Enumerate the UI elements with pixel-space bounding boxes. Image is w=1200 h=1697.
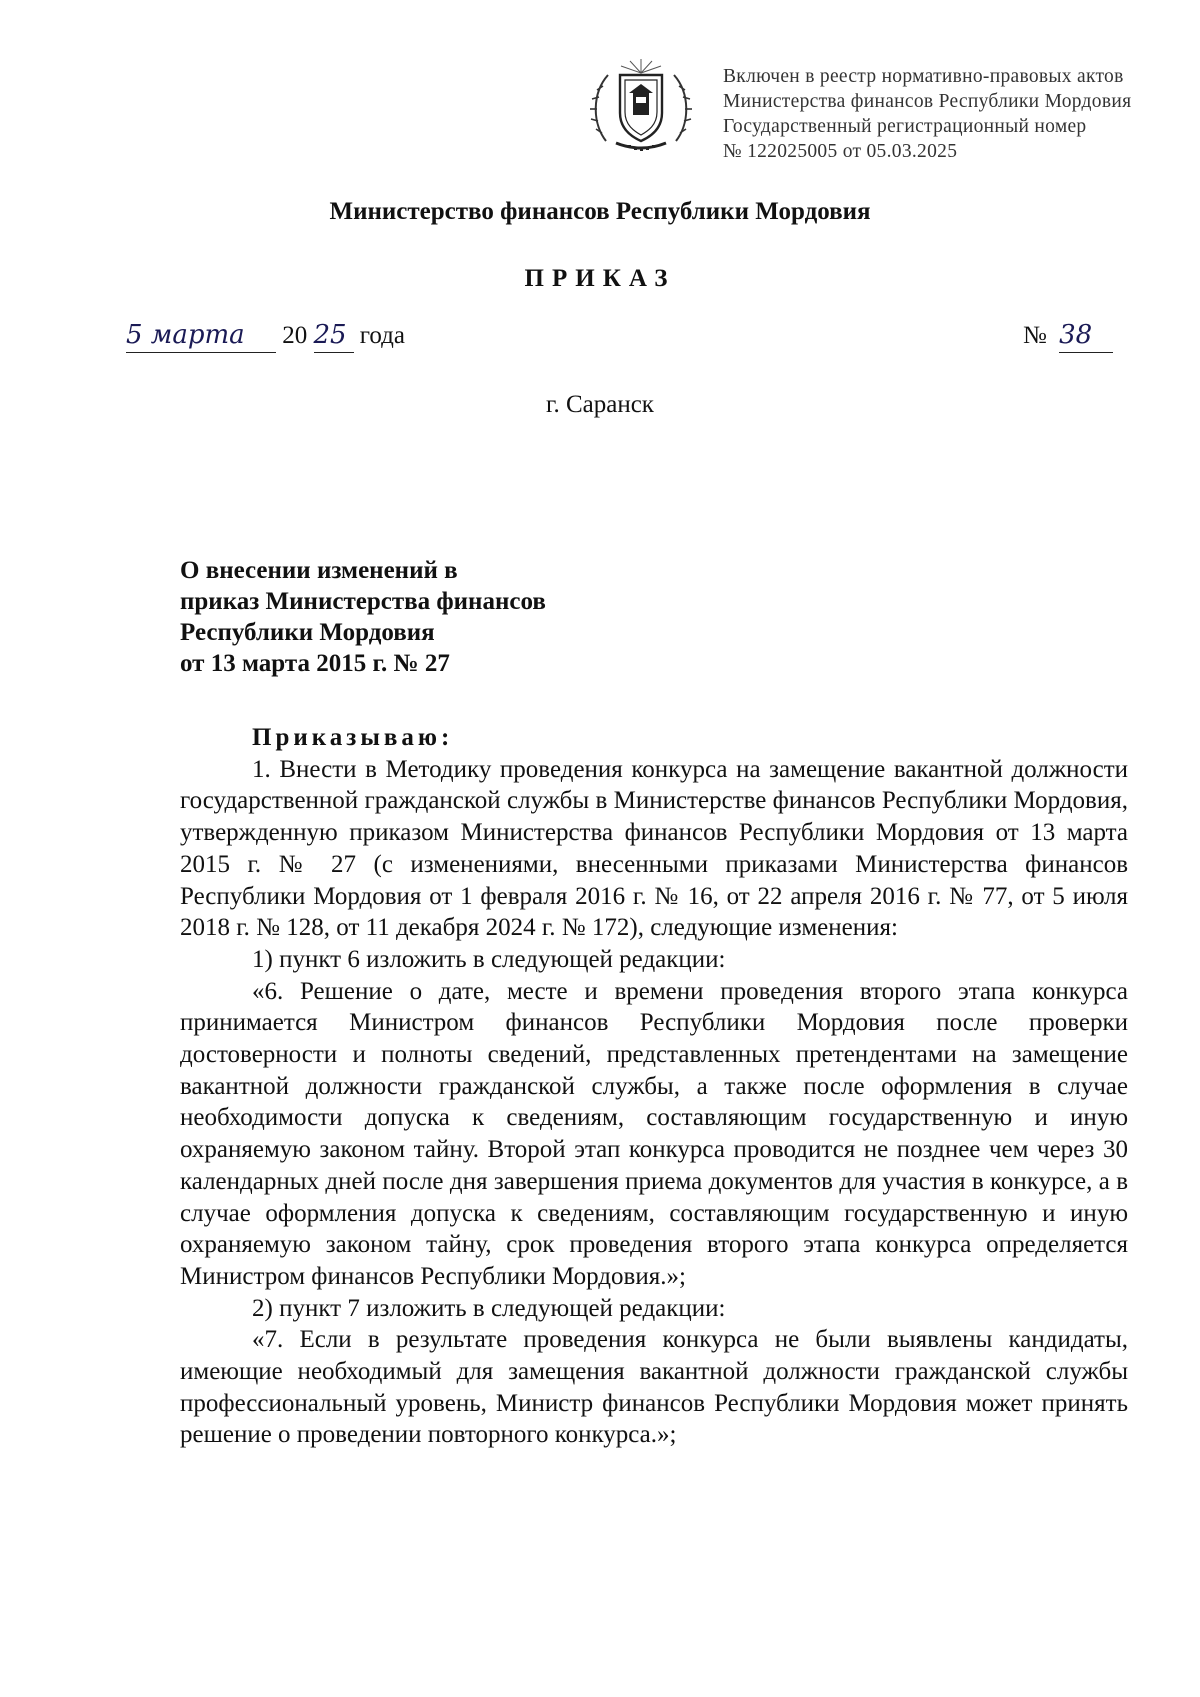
registry-line: Включен в реестр нормативно-правовых актов (723, 66, 1124, 87)
ministry-title: Министерство финансов Республики Мордовия (329, 198, 871, 225)
handwritten-day-month: 5 марта (126, 318, 276, 353)
subject-line: от 13 марта 2015 г. № 27 (180, 650, 450, 677)
body-paragraph: «7. Если в результате проведения конкурса не были выявлены кандидаты, имеющие необходимый для замещения вакантной должности гражданской службы профессиональный уровень, Министр финансов Республики Мордовия может принять решение о проведении повторного конкурса.»; (180, 1326, 1128, 1449)
subject-line: Республики Мордовия (180, 619, 435, 646)
registry-line: Государственный регистрационный номер (723, 116, 1087, 137)
coat-of-arms-emblem (588, 53, 694, 159)
order-number (1023, 318, 1113, 353)
subject-line: приказ Министерства финансов (180, 588, 546, 615)
city-line: г. Саранск (546, 391, 654, 418)
order-subject (180, 555, 780, 679)
date-century: 20 (282, 322, 308, 349)
body-paragraph: «6. Решение о дате, месте и времени проведения второго этапа конкурса принимается Министром финансов Республики Мордовия после проверки достоверности и полноты сведений, представленных претендентами на замещение вакантной должности гражданской службы, а также после оформления в случае необходимости допуска к сведениям, составляющим государственную и иную охраняемую законом тайну. Второй этап конкурса проводится не позднее чем через 30 календарных дней после дня завершения приема документов для участия в конкурсе, а в случае оформления допуска к сведениям, составляющим государственную и иную охраняемую законом тайну, срок проведения второго этапа конкурса определяется Министром финансов Республики Мордовия.»; (180, 977, 1128, 1290)
order-date (126, 318, 405, 353)
registry-note (723, 64, 1183, 164)
body-paragraph: 2) пункт 7 изложить в следующей редакции: (252, 1294, 726, 1322)
body-paragraph: 1. Внести в Методику проведения конкурса на замещение вакантной должности государственной гражданской службы в Министерстве финансов Республики Мордовия, утвержденную приказом Министерства финансов Республики Мордовия от 13 марта 2015 г. № 27 (с изменениями, внесенными приказами Министерства финансов Республики Мордовия от 1 февраля 2016 г. № 16, от 22 апреля 2016 г. № 77, от 5 июля 2018 г. № 128, от 11 декабря 2024 г. № 172), следующие изменения: (180, 755, 1128, 942)
body-paragraph: 1) пункт 6 изложить в следующей редакции: (252, 945, 726, 973)
handwritten-year: 25 (314, 318, 354, 353)
number-sign: № (1023, 322, 1047, 349)
registry-line: Министерства финансов Республики Мордовия (723, 91, 1132, 112)
order-body (180, 722, 1128, 1451)
subject-line: О внесении изменений в (180, 557, 458, 584)
registry-line: № 122025005 от 05.03.2025 (723, 141, 958, 162)
handwritten-number: 38 (1059, 318, 1113, 353)
order-word: Приказываю: (252, 724, 454, 751)
date-word: года (359, 322, 405, 349)
document-type-title: ПРИКАЗ (524, 265, 676, 292)
